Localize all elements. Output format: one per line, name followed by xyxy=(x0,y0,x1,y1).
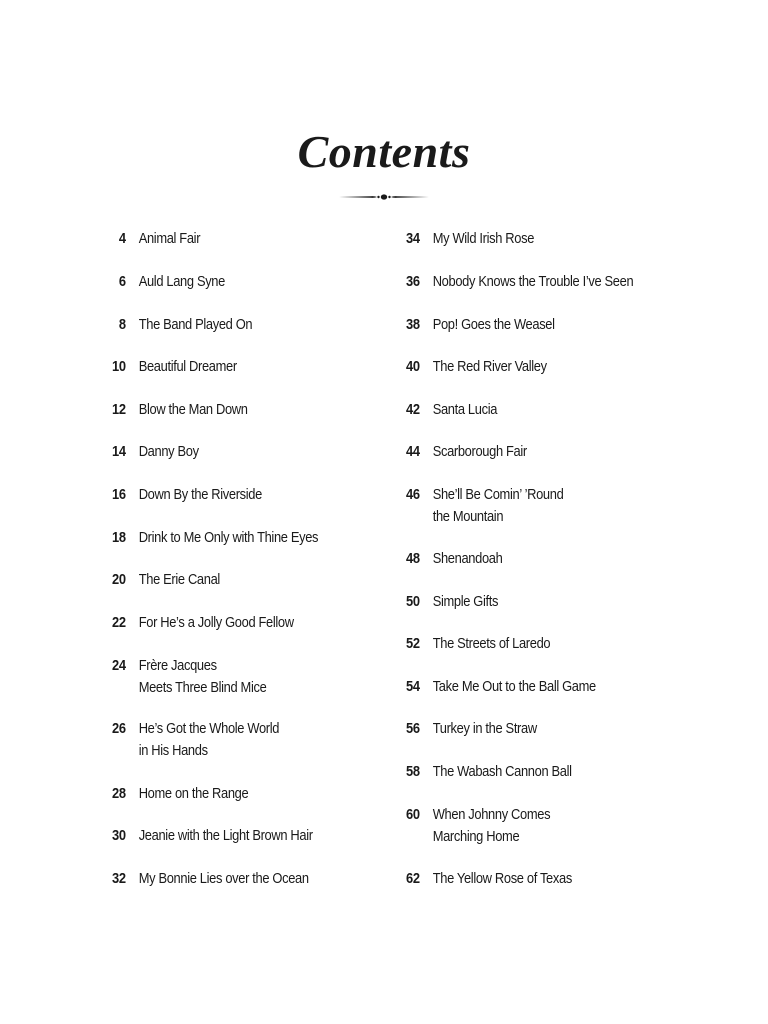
toc-song-title: The Streets of Laredo xyxy=(432,635,551,652)
toc-entry xyxy=(100,718,279,762)
toc-entry xyxy=(394,548,502,570)
toc-entry xyxy=(394,591,498,613)
toc-entry xyxy=(100,569,220,591)
toc-song-title: Nobody Knows the Trouble I’ve Seen xyxy=(432,273,634,290)
toc-entry xyxy=(394,868,572,890)
toc-entry xyxy=(394,228,534,250)
toc-song-title: Animal Fair xyxy=(138,230,201,247)
toc-song-title: My Bonnie Lies over the Ocean xyxy=(138,870,309,887)
toc-song-title: When Johnny Comes Marching Home xyxy=(432,806,551,845)
toc-page-number: 58 xyxy=(405,763,420,780)
toc-page-number: 24 xyxy=(111,657,126,674)
toc-song-title: The Wabash Cannon Ball xyxy=(432,763,572,780)
toc-page-number: 32 xyxy=(111,870,126,887)
toc-page-number: 34 xyxy=(405,230,420,247)
decorative-rule-icon xyxy=(337,190,431,204)
toc-page-number: 42 xyxy=(405,401,420,418)
toc-entry xyxy=(100,441,199,463)
toc-song-title: Jeanie with the Light Brown Hair xyxy=(138,827,313,844)
toc-entry xyxy=(394,441,527,463)
toc-page-number: 22 xyxy=(111,614,126,631)
toc-page-number: 36 xyxy=(405,273,420,290)
toc-entry xyxy=(100,527,318,549)
toc-song-title: Frère Jacques Meets Three Blind Mice xyxy=(138,657,267,696)
toc-page-number: 16 xyxy=(111,486,126,503)
toc-entry xyxy=(394,676,596,698)
toc-entry xyxy=(100,356,237,378)
toc-page-number: 46 xyxy=(405,486,420,503)
toc-entry xyxy=(100,783,248,805)
toc-entry xyxy=(394,761,572,783)
toc-song-title: Pop! Goes the Weasel xyxy=(432,316,555,333)
toc-entry xyxy=(100,271,225,293)
toc-song-title: Simple Gifts xyxy=(432,593,499,610)
toc-page-number: 38 xyxy=(405,316,420,333)
toc-page-number: 54 xyxy=(405,678,420,695)
toc-page-number: 26 xyxy=(111,720,126,737)
toc-song-title: Santa Lucia xyxy=(432,401,498,418)
toc-entry xyxy=(100,612,294,634)
toc-entry xyxy=(100,655,266,699)
toc-song-title: Auld Lang Syne xyxy=(138,273,225,290)
toc-page-number: 52 xyxy=(405,635,420,652)
toc-page-number: 28 xyxy=(111,785,126,802)
toc-entry xyxy=(394,356,547,378)
page-title: Contents xyxy=(297,126,471,177)
toc-page-number: 18 xyxy=(111,529,126,546)
toc-song-title: My Wild Irish Rose xyxy=(432,230,535,247)
toc-entry xyxy=(394,399,497,421)
toc-song-title: Shenandoah xyxy=(432,550,503,567)
toc-page-number: 8 xyxy=(118,316,126,333)
toc-entry xyxy=(100,825,313,847)
toc-entry xyxy=(394,484,563,528)
toc-entry xyxy=(394,718,537,740)
toc-page-number: 6 xyxy=(118,273,126,290)
toc-page-number: 62 xyxy=(405,870,420,887)
toc-song-title: Home on the Range xyxy=(138,785,249,802)
contents-left-column xyxy=(100,228,349,908)
toc-song-title: Drink to Me Only with Thine Eyes xyxy=(138,529,319,546)
toc-entry xyxy=(100,399,248,421)
toc-entry xyxy=(394,633,550,655)
toc-entry xyxy=(394,804,550,848)
toc-page-number: 12 xyxy=(111,401,126,418)
toc-song-title: Take Me Out to the Ball Game xyxy=(432,678,596,695)
toc-entry xyxy=(100,228,200,250)
toc-page-number: 30 xyxy=(111,827,126,844)
toc-entry xyxy=(100,314,252,336)
toc-page-number: 40 xyxy=(405,358,420,375)
toc-page-number: 20 xyxy=(111,571,126,588)
toc-song-title: The Erie Canal xyxy=(138,571,220,588)
toc-page-number: 60 xyxy=(405,806,420,823)
toc-song-title: She’ll Be Comin’ ’Round the Mountain xyxy=(432,486,564,525)
toc-song-title: Blow the Man Down xyxy=(138,401,248,418)
toc-entry xyxy=(100,484,262,506)
toc-entry xyxy=(100,868,309,890)
toc-page-number: 14 xyxy=(111,443,126,460)
toc-page-number: 10 xyxy=(111,358,126,375)
toc-song-title: The Band Played On xyxy=(138,316,253,333)
toc-song-title: Turkey in the Straw xyxy=(432,720,537,737)
toc-page-number: 4 xyxy=(118,230,126,247)
toc-entry xyxy=(394,271,633,293)
toc-song-title: Beautiful Dreamer xyxy=(138,358,237,375)
toc-page-number: 48 xyxy=(405,550,420,567)
toc-song-title: For He’s a Jolly Good Fellow xyxy=(138,614,294,631)
toc-page-number: 50 xyxy=(405,593,420,610)
contents-right-column xyxy=(394,228,678,908)
toc-entry xyxy=(394,314,555,336)
toc-song-title: The Red River Valley xyxy=(432,358,547,375)
toc-song-title: Danny Boy xyxy=(138,443,199,460)
toc-song-title: He’s Got the Whole World in His Hands xyxy=(138,720,280,759)
toc-song-title: The Yellow Rose of Texas xyxy=(432,870,572,887)
toc-page-number: 44 xyxy=(405,443,420,460)
toc-page-number: 56 xyxy=(405,720,420,737)
toc-song-title: Scarborough Fair xyxy=(432,443,527,460)
toc-song-title: Down By the Riverside xyxy=(138,486,262,503)
